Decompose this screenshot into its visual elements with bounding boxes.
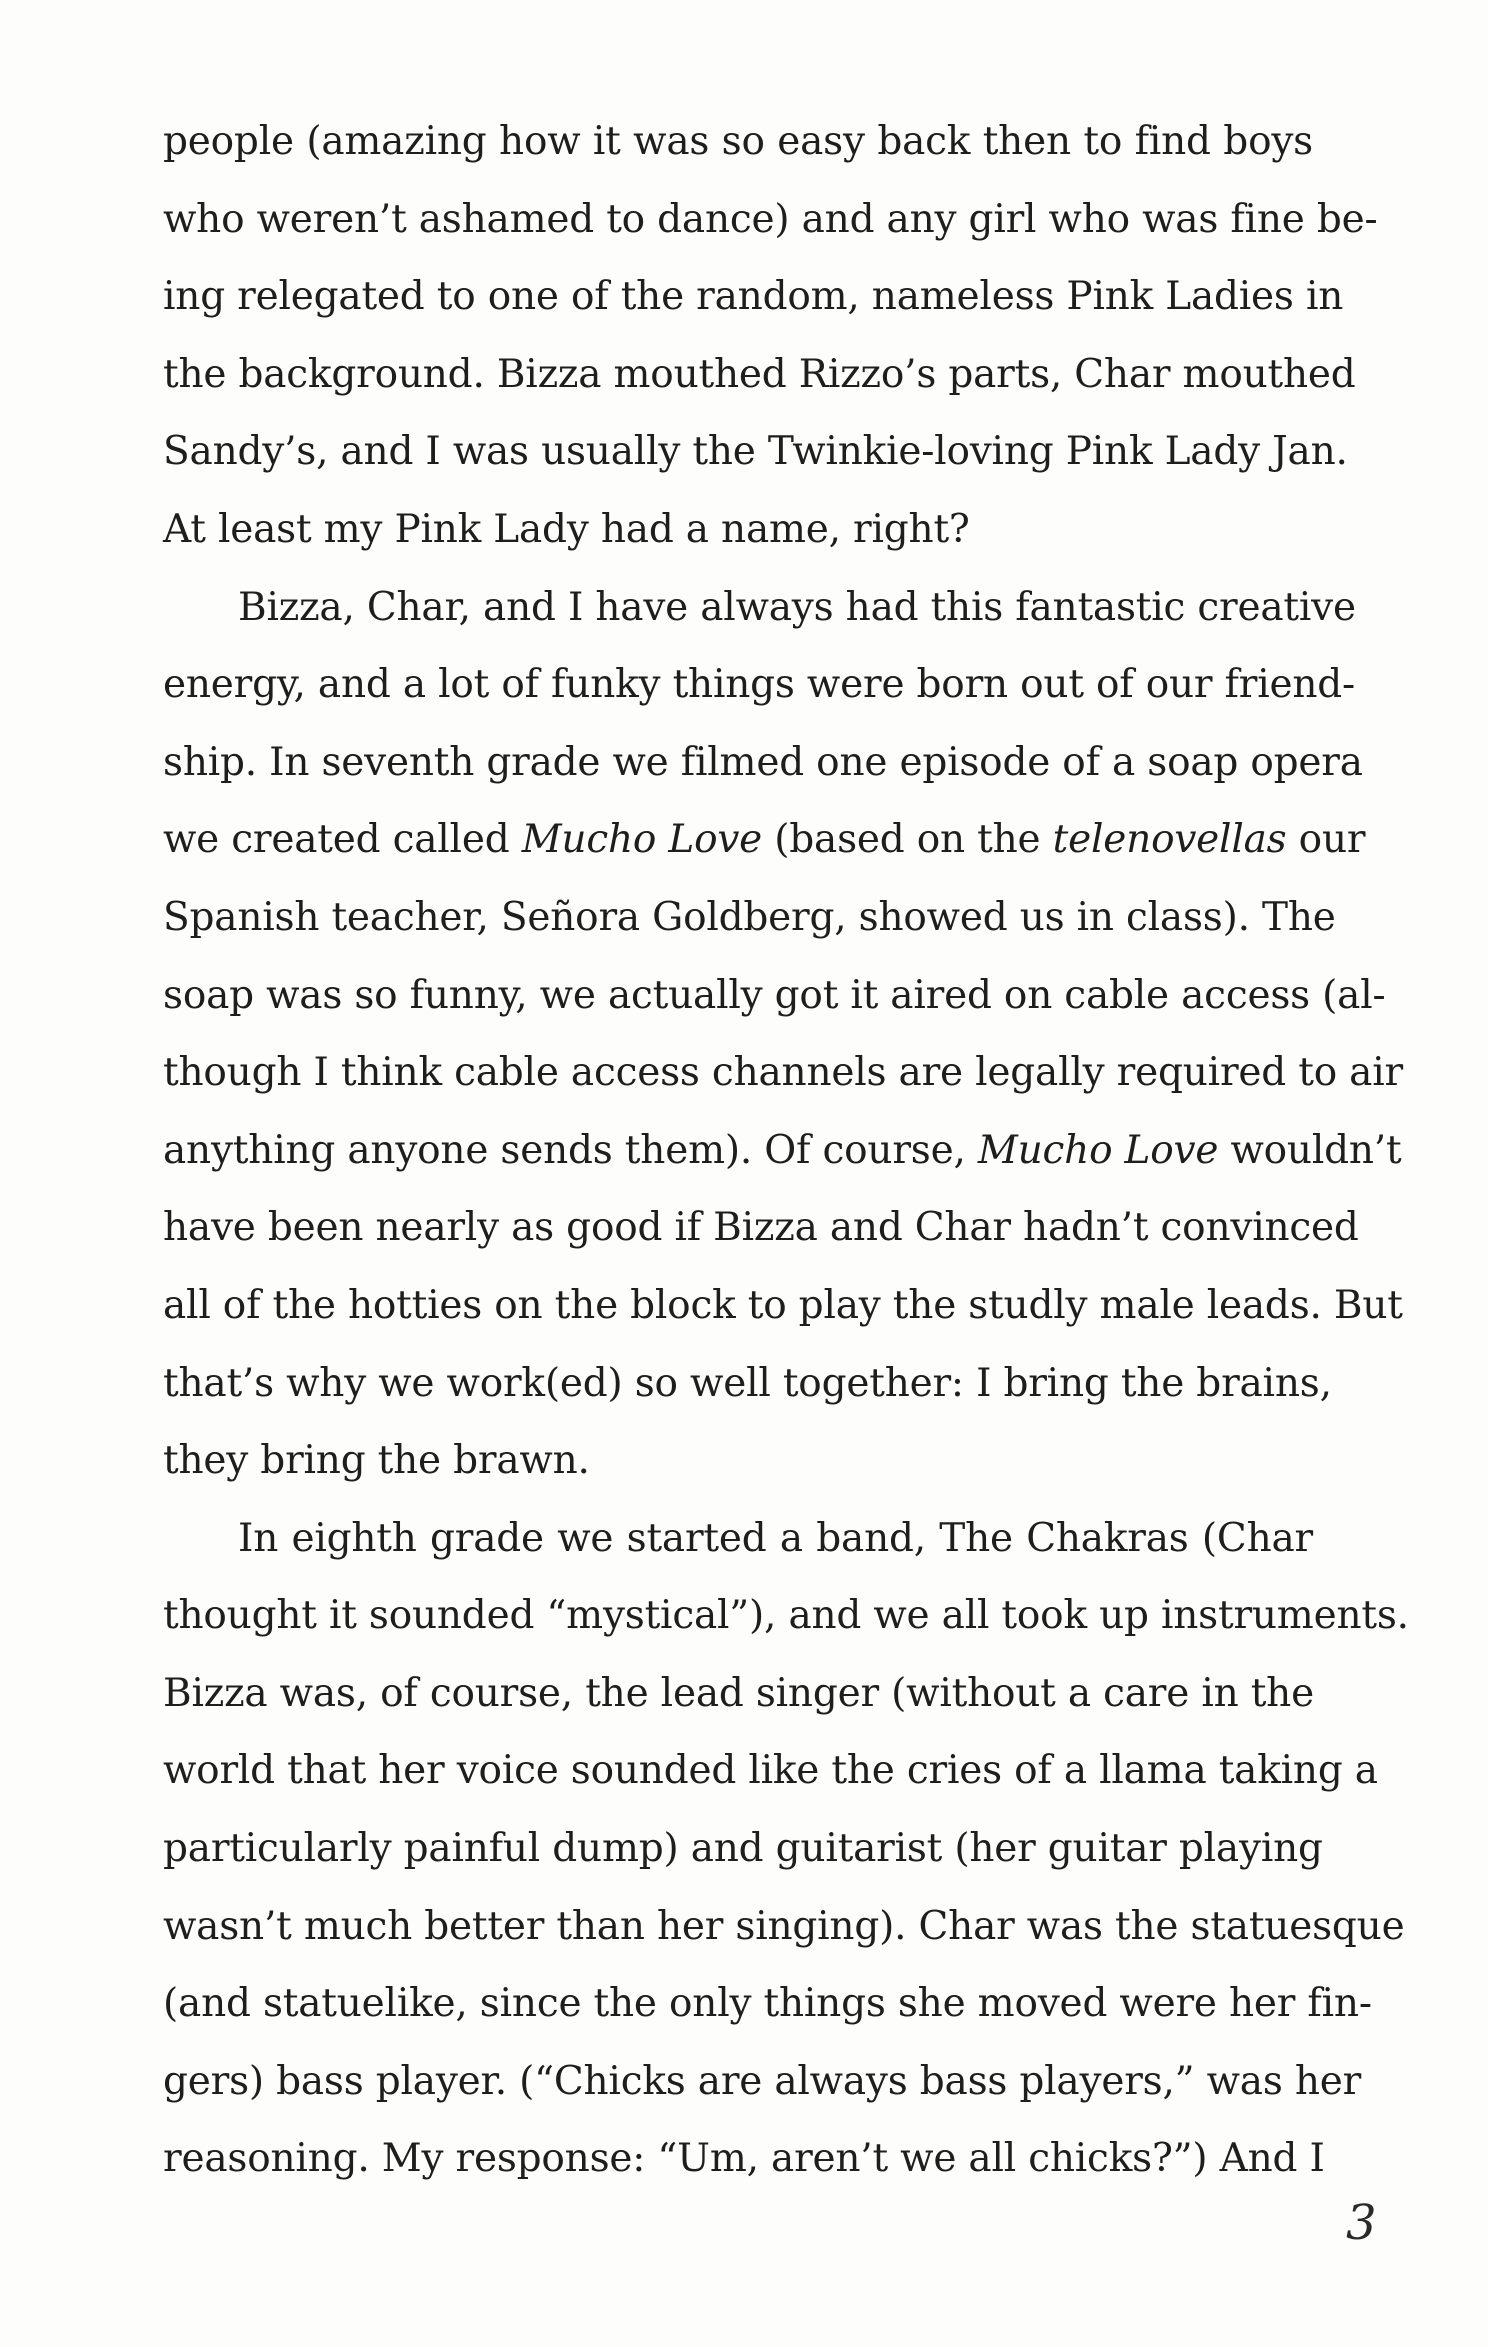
text-line: that’s why we work(ed) so well together: I bring the brains, <box>163 1360 1332 1406</box>
text-line: energy, and a lot of funky things were born out of our friend- <box>163 662 1356 708</box>
text-line: Bizza, Char, and I have always had this fantastic creative <box>238 584 1356 630</box>
text-line: all of the hotties on the block to play the studly male leads. But <box>163 1282 1403 1328</box>
text-line: Sandy’s, and I was usually the Twinkie-loving Pink Lady Jan. <box>163 429 1348 475</box>
body-text <box>163 103 1409 2198</box>
text-line: Bizza was, of course, the lead singer (without a care in the <box>163 1670 1314 1716</box>
text-line: (and statuelike, since the only things she moved were her fin- <box>163 1981 1372 2027</box>
text-line: reasoning. My response: “Um, aren’t we all chicks?”) And I <box>163 2136 1325 2182</box>
text-line: In eighth grade we started a band, The Chakras (Char <box>238 1515 1313 1561</box>
paragraph <box>163 1500 1409 2198</box>
text-line: Spanish teacher, Señora Goldberg, showed us in class). The <box>163 894 1336 940</box>
text-line: soap was so funny, we actually got it aired on cable access (al- <box>163 972 1386 1018</box>
text-line: who weren’t ashamed to dance) and any girl who was fine be- <box>163 196 1378 242</box>
text-line: ship. In seventh grade we filmed one episode of a soap opera <box>163 739 1363 785</box>
text-line: ing relegated to one of the random, nameless Pink Ladies in <box>163 274 1344 320</box>
page-number: 3 <box>1346 2195 1377 2251</box>
text-line: though I think cable access channels are legally required to air <box>163 1050 1403 1096</box>
text-line: particularly painful dump) and guitarist (her guitar playing <box>163 1826 1323 1872</box>
text-line: thought it sounded “mystical”), and we all took up instruments. <box>163 1593 1409 1639</box>
text-line: they bring the brawn. <box>163 1438 590 1484</box>
text-line: At least my Pink Lady had a name, right? <box>163 506 970 552</box>
paragraph <box>163 103 1378 569</box>
text-line: people (amazing how it was so easy back then to find boys <box>163 119 1313 164</box>
text-line: world that her voice sounded like the cries of a llama taking a <box>163 1748 1378 1794</box>
text-line: have been nearly as good if Bizza and Char hadn’t convinced <box>163 1205 1359 1251</box>
text-line: anything anyone sends them). Of course, Mucho Love wouldn’t <box>163 1127 1402 1173</box>
text-line: wasn’t much better than her singing). Char was the statuesque <box>163 1903 1405 1949</box>
paragraph <box>163 569 1403 1500</box>
text-line: gers) bass player. (“Chicks are always bass players,” was her <box>163 2058 1362 2104</box>
text-line: the background. Bizza mouthed Rizzo’s parts, Char mouthed <box>163 351 1356 397</box>
text-line: we created called Mucho Love (based on the telenovellas our <box>163 817 1366 863</box>
